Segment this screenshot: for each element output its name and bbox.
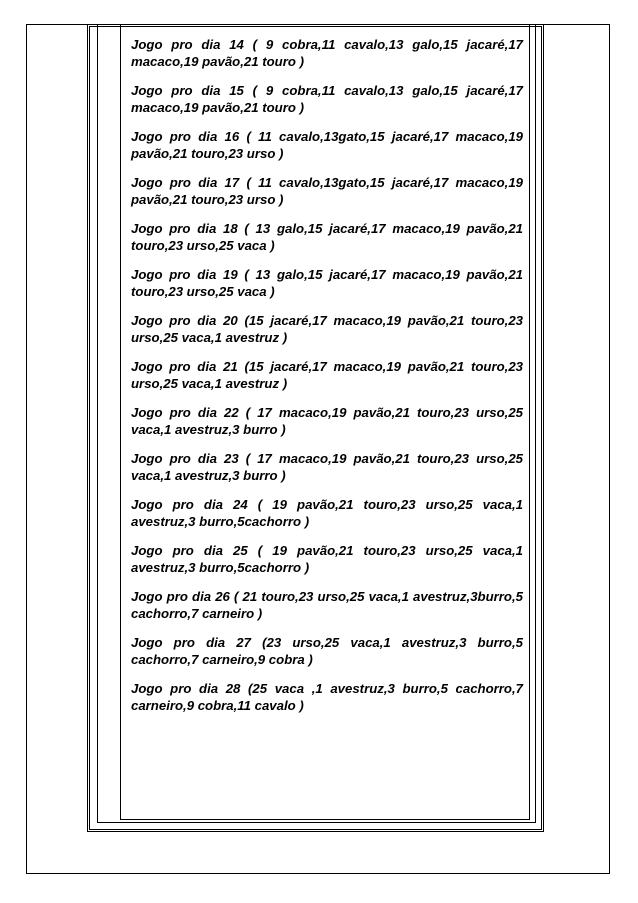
entry-dia-23: Jogo pro dia 23 ( 17 macaco,19 pavão,21 touro,23 urso,25 vaca,1 avestruz,3 burro ) [131, 451, 523, 483]
entry-dia-26: Jogo pro dia 26 ( 21 touro,23 urso,25 vaca,1 avestruz,3burro,5 cachorro,7 carneiro ) [131, 589, 523, 621]
entry-dia-21: Jogo pro dia 21 (15 jacaré,17 macaco,19 pavão,21 touro,23 urso,25 vaca,1 avestruz ) [131, 359, 523, 391]
entry-dia-20: Jogo pro dia 20 (15 jacaré,17 macaco,19 pavão,21 touro,23 urso,25 vaca,1 avestruz ) [131, 313, 523, 345]
entry-dia-15: Jogo pro dia 15 ( 9 cobra,11 cavalo,13 galo,15 jacaré,17 macaco,19 pavão,21 touro ) [131, 83, 523, 115]
entry-dia-24: Jogo pro dia 24 ( 19 pavão,21 touro,23 urso,25 vaca,1 avestruz,3 burro,5cachorro ) [131, 497, 523, 529]
entry-list [131, 36, 523, 726]
entry-dia-16: Jogo pro dia 16 ( 11 cavalo,13gato,15 jacaré,17 macaco,19 pavão,21 touro,23 urso ) [131, 129, 523, 161]
entry-dia-25: Jogo pro dia 25 ( 19 pavão,21 touro,23 urso,25 vaca,1 avestruz,3 burro,5cachorro ) [131, 543, 523, 575]
entry-dia-14: Jogo pro dia 14 ( 9 cobra,11 cavalo,13 galo,15 jacaré,17 macaco,19 pavão,21 touro ) [131, 37, 523, 69]
entry-dia-19: Jogo pro dia 19 ( 13 galo,15 jacaré,17 macaco,19 pavão,21 touro,23 urso,25 vaca ) [131, 267, 523, 299]
entry-dia-28: Jogo pro dia 28 (25 vaca ,1 avestruz,3 burro,5 cachorro,7 carneiro,9 cobra,11 cavalo ) [131, 681, 523, 713]
entry-dia-22: Jogo pro dia 22 ( 17 macaco,19 pavão,21 touro,23 urso,25 vaca,1 avestruz,3 burro ) [131, 405, 523, 437]
entry-dia-17: Jogo pro dia 17 ( 11 cavalo,13gato,15 jacaré,17 macaco,19 pavão,21 touro,23 urso ) [131, 175, 523, 207]
entry-dia-27: Jogo pro dia 27 (23 urso,25 vaca,1 avestruz,3 burro,5 cachorro,7 carneiro,9 cobra ) [131, 635, 523, 667]
entry-dia-18: Jogo pro dia 18 ( 13 galo,15 jacaré,17 macaco,19 pavão,21 touro,23 urso,25 vaca ) [131, 221, 523, 253]
